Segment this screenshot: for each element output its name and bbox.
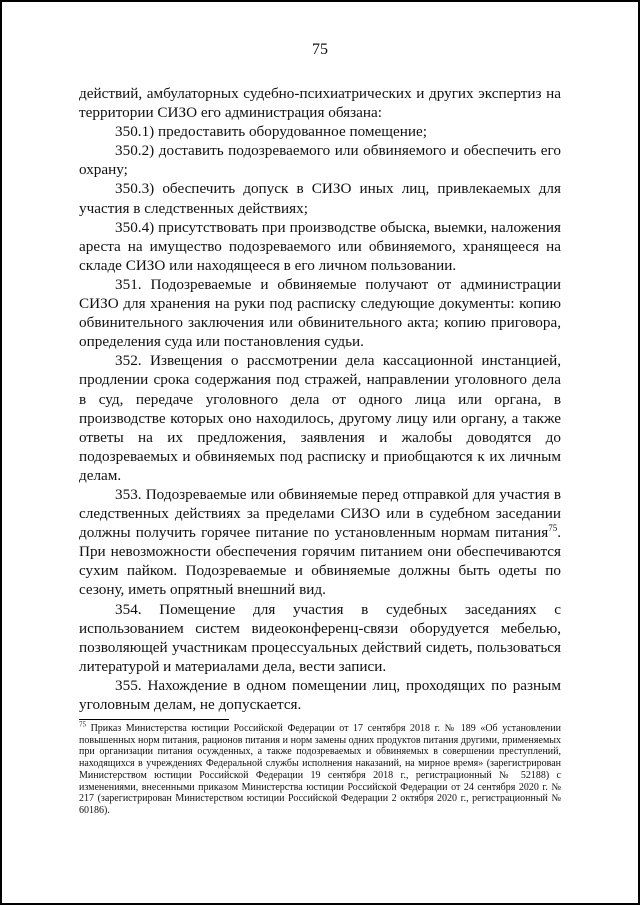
paragraph-351: 351. Подозреваемые и обвиняемые получают от администрации СИЗО для хранения на руки под расписку следующие документы: копию обвинительного заключения или обвинительного акта; копию приговора, определения суда или постановления судьи.	[79, 275, 561, 351]
paragraph-350-2: 350.2) доставить подозреваемого или обвиняемого и обеспечить его охрану;	[79, 142, 561, 179]
footnote-reference[interactable]: 75	[548, 523, 558, 534]
page-number: 75	[312, 41, 328, 58]
footnote-marker: 75	[79, 720, 86, 729]
paragraph-353-text-end: . При невозможности обеспечения горячим питанием они обеспечиваются сухим пайком. Подозреваемые и обвиняемые должны быть одеты по сезону, иметь опрятный внешний вид.	[79, 524, 561, 599]
paragraph-350-3: 350.3) обеспечить допуск в СИЗО иных лиц, привлекаемых для участия в следственных действиях;	[79, 180, 561, 217]
paragraph-353	[79, 485, 561, 600]
paragraph-continuation: действий, амбулаторных судебно-психиатрических и других экспертиз на территории СИЗО его администрация обязана:	[79, 85, 561, 122]
paragraph-353-text: 353. Подозреваемые или обвиняемые перед отправкой для участия в следственных действиях за пределами СИЗО или в судебном заседании должны получить горячее питание по установленным нормам питания	[79, 485, 561, 542]
body-text	[79, 84, 561, 714]
paragraph-350-4: 350.4) присутствовать при производстве обыска, выемки, наложения ареста на имущество подозреваемого или обвиняемого, хранящееся на складе СИЗО или находящееся в его личном пользовании.	[79, 218, 561, 274]
footnote-divider	[79, 719, 229, 720]
paragraph-350-1: 350.1) предоставить оборудованное помещение;	[115, 123, 427, 141]
footnote	[79, 720, 561, 817]
paragraph-355: 355. Нахождение в одном помещении лиц, проходящих по разным уголовным делам, не допускается.	[79, 676, 561, 713]
footnote-text: Приказ Министерства юстиции Российской Федерации от 17 сентября 2018 г. № 189 «Об установлении повышенных норм питания, рационов питания и норм замены одних продуктов питания другими, применяемых при организации питания осужденных, а также подозреваемых и обвиняемых в совершении преступлений, находящихся в учреждениях Федеральной службы исполнения наказаний, на мирное время» (зарегистрирован Министерством юстиции Российской Федерации 19 сентября 2018 г., регистрационный № 52188) с изменениями, внесенными приказом Министерства юстиции Российской Федерации от 24 сентября 2020 г. № 217 (зарегистрирован Министерством юстиции Российской Федерации 2 октября 2020 г., регистрационный № 60186).	[79, 723, 561, 816]
paragraph-354: 354. Помещение для участия в судебных заседаниях с использованием систем видеоконференц-связи оборудуется мебелью, позволяющей участникам процессуальных действий сидеть, пользоваться литературой и материалами дела, вести записи.	[79, 600, 561, 675]
paragraph-352: 352. Извещения о рассмотрении дела кассационной инстанцией, продлении срока содержания под стражей, направлении уголовного дела в суд, передаче уголовного дела от одного лица или органа, в производстве которых оно находилось, другому лицу или органу, а также ответы на их предложения, заявления и жалобы доводятся до подозреваемых и обвиняемых под расписку и приобщаются к их личным делам.	[79, 352, 561, 484]
